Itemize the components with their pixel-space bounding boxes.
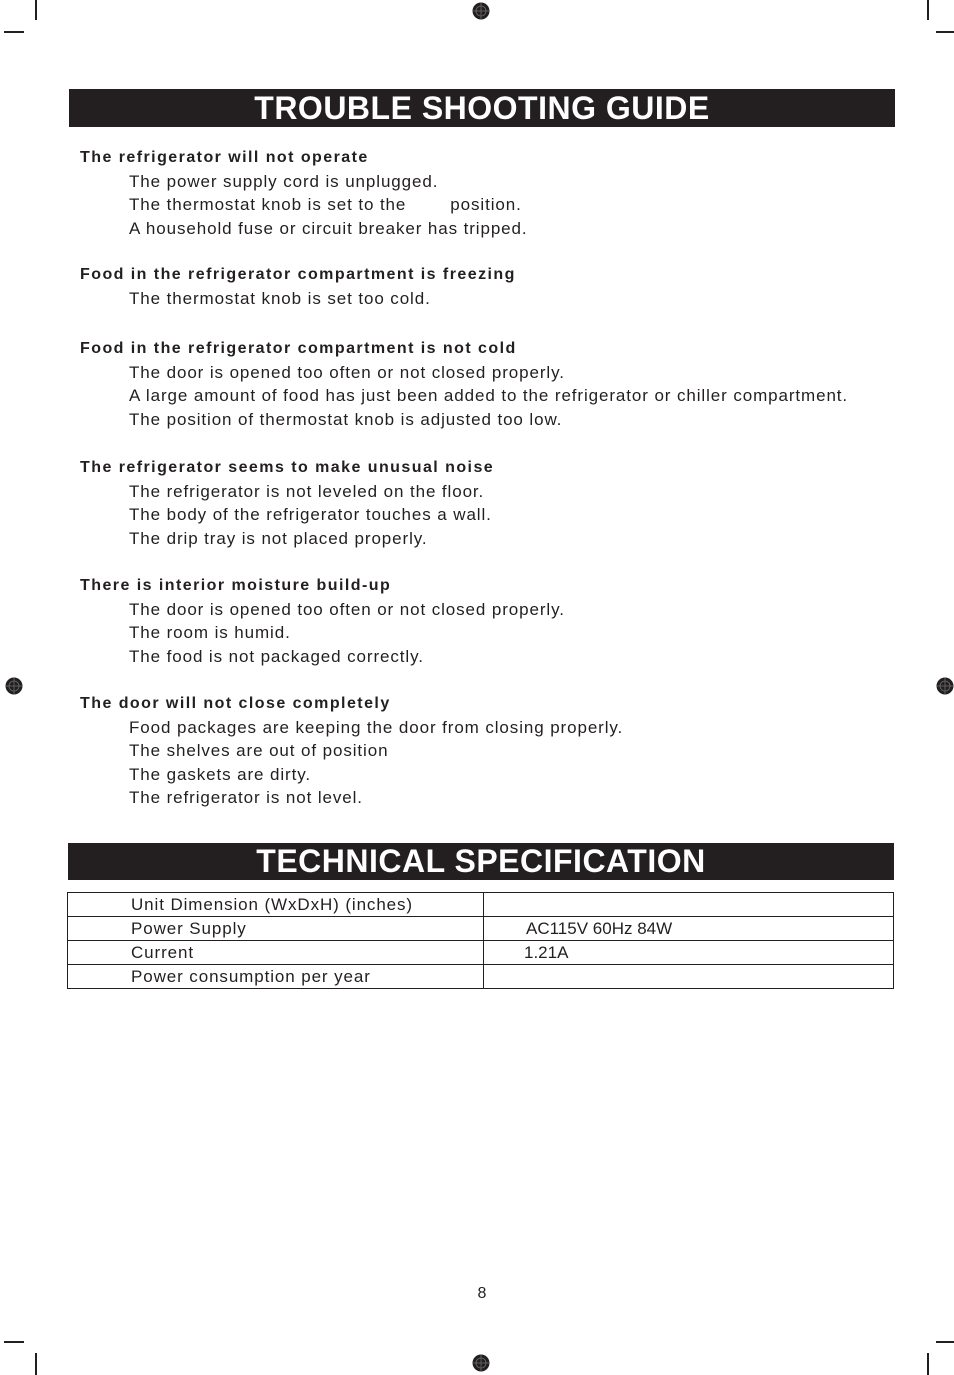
troubleshooting-section — [80, 146, 940, 240]
troubleshooting-section — [80, 456, 940, 550]
section-heading: The refrigerator will not operate — [80, 149, 369, 166]
section-item: A household fuse or circuit breaker has tripped. — [129, 218, 528, 238]
troubleshooting-section — [80, 263, 940, 310]
section-item: The thermostat knob is set too cold. — [129, 288, 431, 308]
registration-mark-icon — [472, 2, 490, 20]
specification-title-bar — [68, 843, 894, 880]
section-item: The refrigerator is not level. — [129, 788, 363, 808]
spec-value: 1.21A — [484, 941, 894, 965]
section-item: The gaskets are dirty. — [129, 764, 311, 784]
section-item: The body of the refrigerator touches a wall. — [129, 505, 492, 525]
spec-label: Power Supply — [68, 917, 484, 941]
crop-mark-bottom-left-vertical — [35, 1353, 37, 1375]
crop-mark-bottom-left-horizontal — [4, 1341, 24, 1343]
section-item: The room is humid. — [129, 623, 291, 643]
section-item: The shelves are out of position — [129, 741, 389, 761]
spec-row — [68, 965, 894, 989]
spec-row — [68, 941, 894, 965]
spec-value — [484, 893, 894, 917]
page-number: 8 — [477, 1285, 487, 1302]
spec-label: Power consumption per year — [68, 965, 484, 989]
crop-mark-top-right-vertical — [927, 0, 929, 20]
crop-mark-top-left-vertical — [35, 0, 37, 20]
section-item: The door is opened too often or not closed properly. — [129, 599, 565, 619]
registration-mark-icon — [472, 1354, 490, 1372]
registration-mark-icon — [5, 677, 23, 695]
section-item: The power supply cord is unplugged. — [129, 171, 439, 191]
section-heading: Food in the refrigerator compartment is not cold — [80, 340, 517, 357]
section-item: Food packages are keeping the door from closing properly. — [129, 717, 624, 737]
spec-row — [68, 893, 894, 917]
section-heading: There is interior moisture build-up — [80, 577, 392, 594]
section-item: The food is not packaged correctly. — [129, 646, 424, 666]
crop-mark-bottom-right-vertical — [927, 1353, 929, 1375]
section-item: The refrigerator is not leveled on the floor. — [129, 481, 485, 501]
troubleshooting-section — [80, 337, 940, 431]
spec-value — [484, 965, 894, 989]
section-item: The door is opened too often or not closed properly. — [129, 362, 565, 382]
spec-value: AC115V 60Hz 84W — [484, 917, 894, 941]
section-item: The drip tray is not placed properly. — [129, 528, 428, 548]
troubleshooting-title-bar — [69, 89, 895, 127]
troubleshooting-title: TROUBLE SHOOTING GUIDE — [254, 90, 710, 126]
section-item — [80, 193, 940, 217]
spec-label: Current — [68, 941, 484, 965]
crop-mark-top-left-horizontal — [4, 31, 24, 33]
specification-title: TECHNICAL SPECIFICATION — [256, 843, 706, 879]
section-item-trailing-text: position. — [450, 195, 522, 215]
section-item-text: The thermostat knob is set to the — [129, 195, 407, 215]
section-heading: The refrigerator seems to make unusual noise — [80, 459, 495, 476]
section-heading: Food in the refrigerator compartment is freezing — [80, 266, 516, 283]
troubleshooting-section — [80, 574, 940, 668]
spec-table — [67, 892, 894, 989]
section-heading: The door will not close completely — [80, 695, 391, 712]
spec-label: Unit Dimension (WxDxH) (inches) — [68, 893, 484, 917]
spec-row — [68, 917, 894, 941]
crop-mark-bottom-right-horizontal — [936, 1341, 954, 1343]
troubleshooting-section — [80, 692, 940, 810]
section-item: A large amount of food has just been added to the refrigerator or chiller compartment. — [129, 386, 849, 406]
section-item: The position of thermostat knob is adjusted too low. — [129, 409, 563, 429]
crop-mark-top-right-horizontal — [936, 31, 954, 33]
